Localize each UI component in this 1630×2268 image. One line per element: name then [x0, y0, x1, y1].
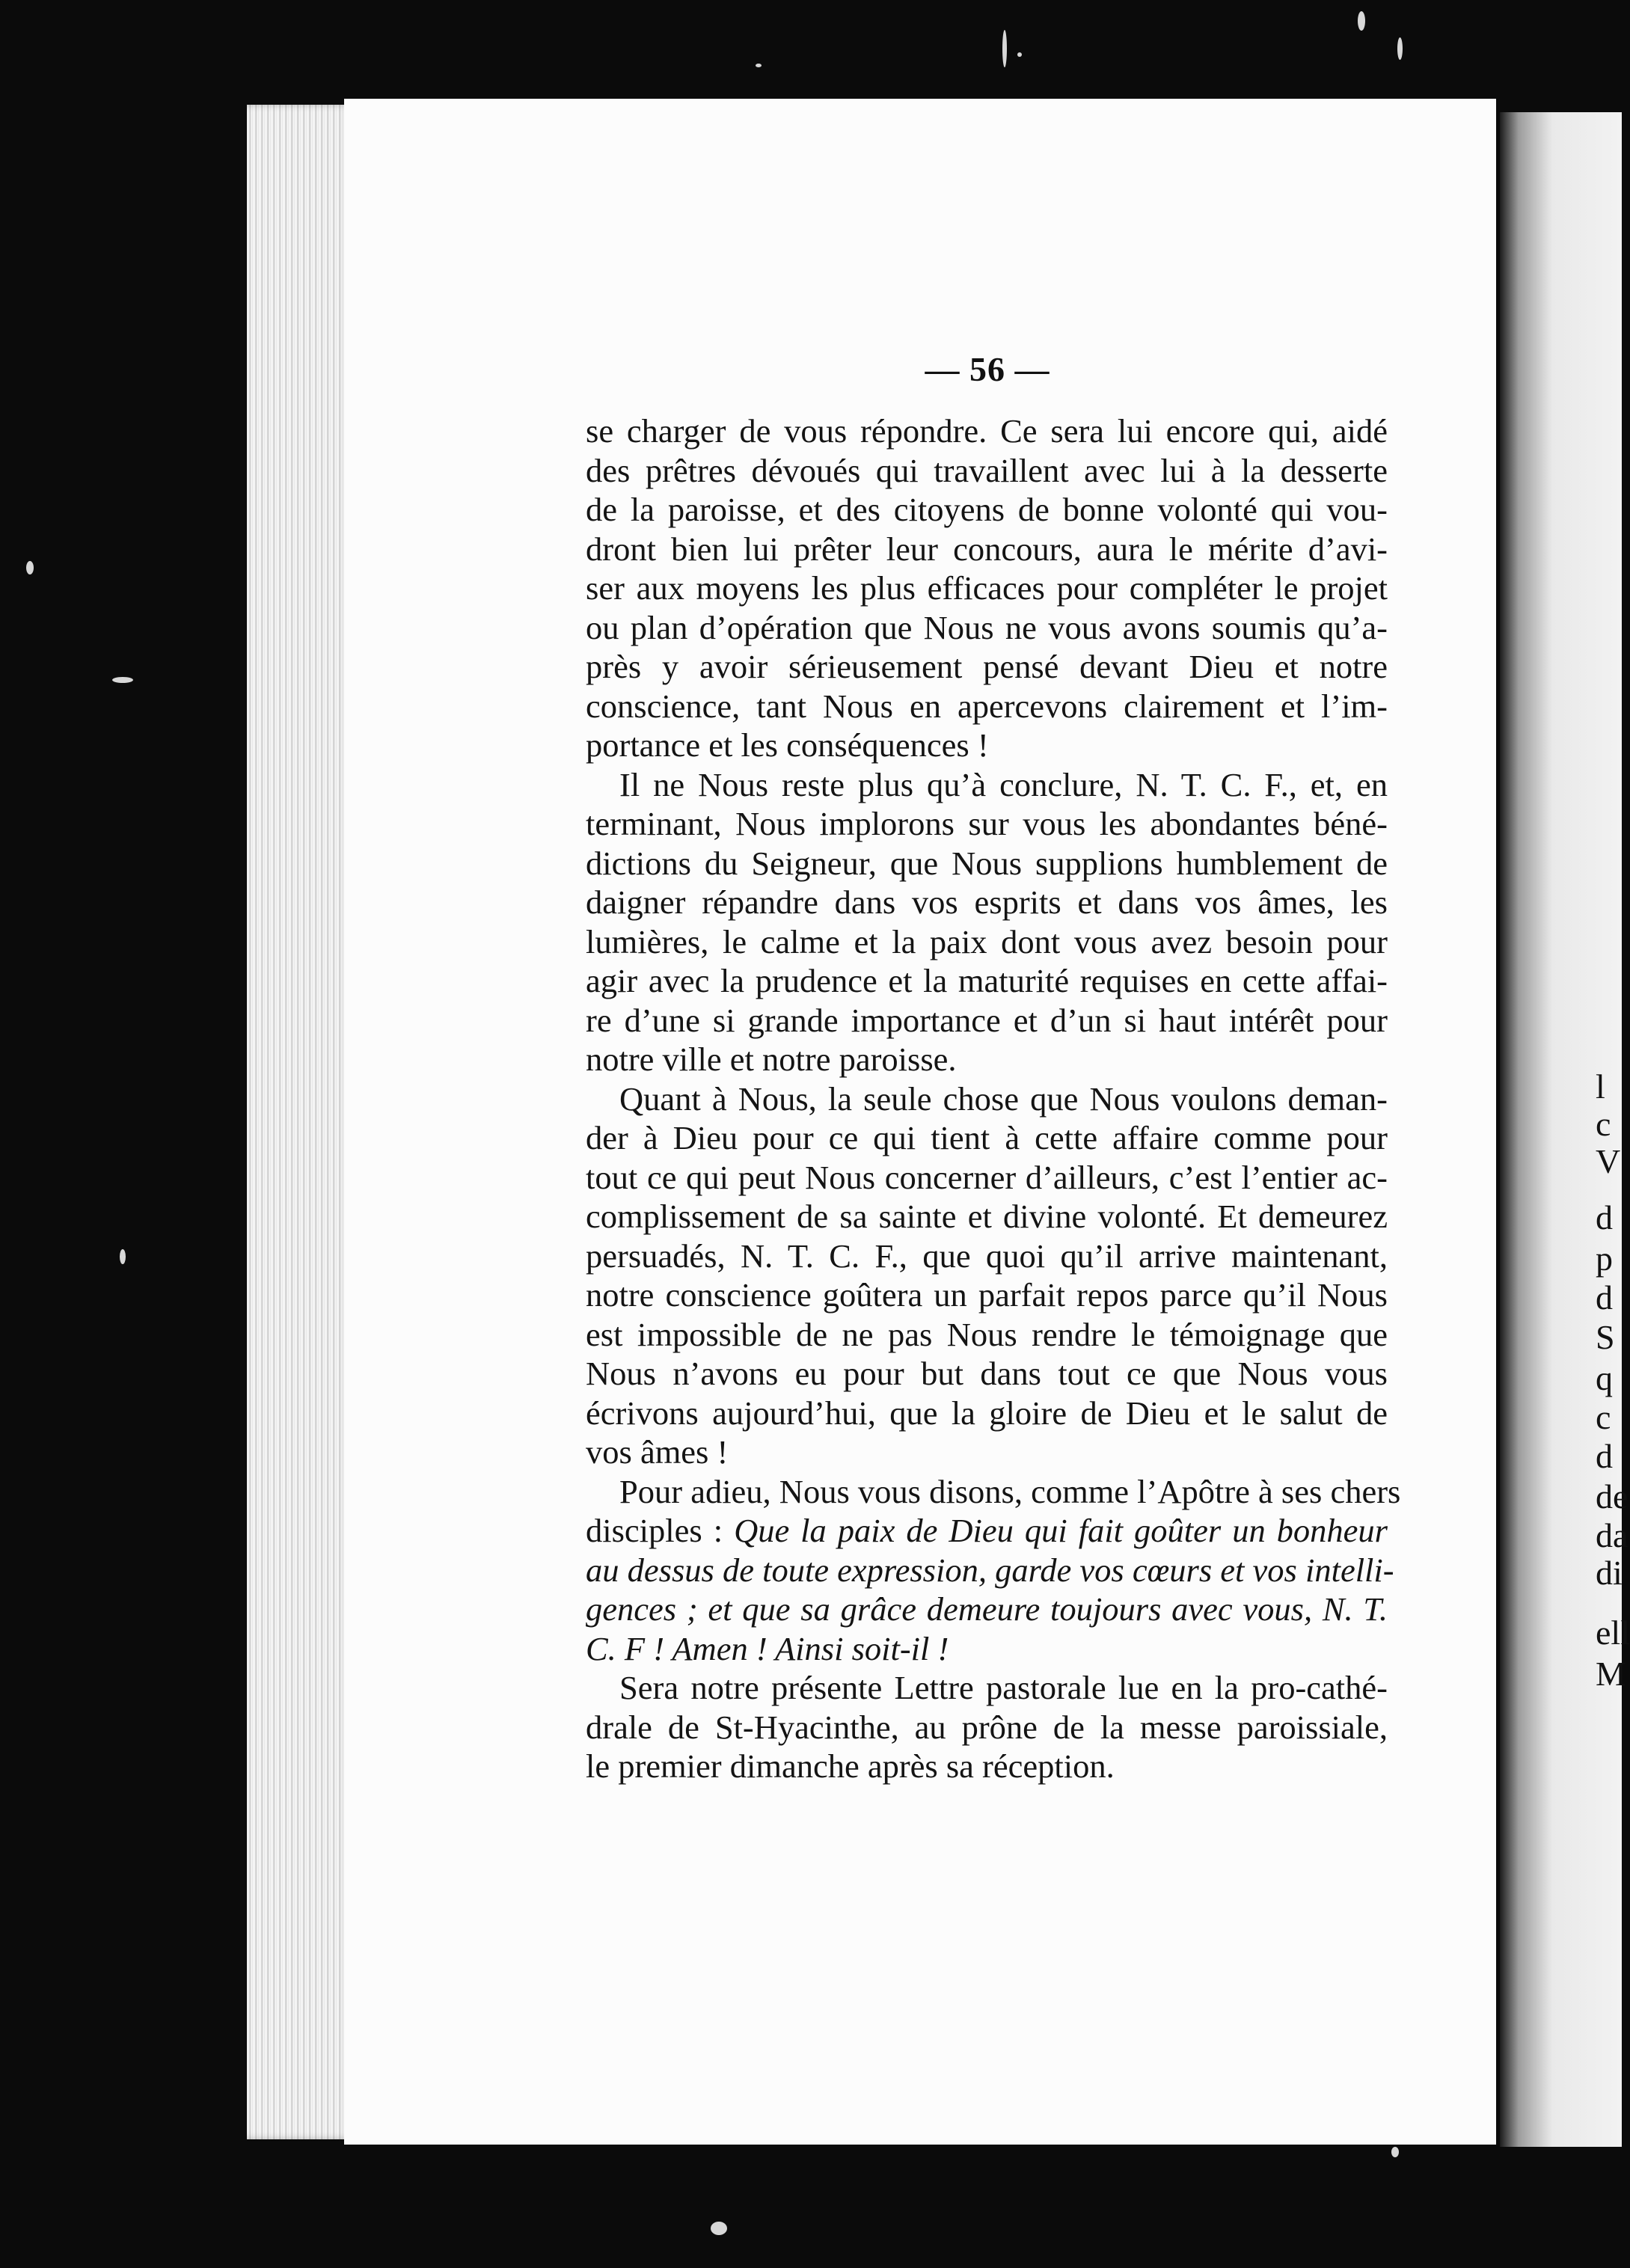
scan-speck — [1391, 2147, 1399, 2157]
text-line: C. F ! Amen ! Ainsi soit-il ! — [586, 1629, 949, 1667]
adjacent-page-fragment: d — [1596, 1437, 1613, 1475]
scan-speck — [112, 677, 133, 683]
adjacent-page-fragment: q — [1596, 1359, 1613, 1397]
text-line: se charger de vous répondre. Ce sera lui encore qui, aidé — [586, 412, 1388, 450]
adjacent-page-fragment: l — [1596, 1067, 1605, 1106]
adjacent-page-fragment: di — [1596, 1554, 1623, 1592]
text-line: Nous n’avons eu pour but dans tout ce que Nous vous — [586, 1355, 1388, 1392]
adjacent-page-fragment: d — [1596, 1278, 1613, 1317]
text-line: de la paroisse, et des citoyens de bonne volonté qui vou- — [586, 491, 1388, 528]
scan-speck — [756, 64, 762, 67]
text-line: conscience, tant Nous en apercevons clairement et l’im- — [586, 687, 1388, 725]
text-line: Quant à Nous, la seule chose que Nous voulons deman- — [619, 1079, 1388, 1118]
text-line: dront bien lui prêter leur concours, aura le mérite d’avi- — [586, 530, 1388, 568]
adjacent-page-fragment: d — [1596, 1198, 1613, 1236]
text-line: tout ce qui peut Nous concerner d’ailleurs, c’est l’entier ac- — [586, 1158, 1388, 1196]
adjacent-page-fragment: da — [1596, 1516, 1629, 1554]
adjacent-page-edge — [1500, 112, 1630, 2147]
adjacent-page-fragment: V — [1596, 1142, 1621, 1180]
scan-speck — [1358, 11, 1365, 31]
adjacent-page-fragment: de — [1596, 1477, 1629, 1515]
text-line: der à Dieu pour ce qui tient à cette affaire comme pour — [586, 1119, 1388, 1156]
text-line: des prêtres dévoués qui travaillent avec lui à la desserte — [586, 451, 1388, 489]
text-line: agir avec la prudence et la maturité requises en cette affai- — [586, 962, 1388, 999]
text-line: re d’une si grande importance et d’un si haut intérêt pour — [586, 1001, 1388, 1039]
text-line: drale de St-Hyacinthe, au prône de la messe paroissiale, — [586, 1708, 1388, 1746]
adjacent-page-fragment: M — [1596, 1655, 1626, 1693]
adjacent-page-fragment: ell — [1596, 1613, 1630, 1652]
text-line: lumières, le calme et la paix dont vous avez besoin pour — [586, 922, 1388, 960]
page-number: — 56 — — [925, 350, 1050, 388]
text-line: Sera notre présente Lettre pastorale lue en la pro-cathé- — [619, 1669, 1388, 1706]
text-line: Pour adieu, Nous vous disons, comme l’Apôtre à ses chers — [619, 1472, 1401, 1510]
adjacent-page-fragment: c — [1596, 1105, 1611, 1143]
text-line: gences ; et que sa grâce demeure toujours avec vous, N. T. — [586, 1590, 1388, 1628]
scan-speck — [1017, 52, 1022, 57]
text-line: ou plan d’opération que Nous ne vous avons soumis qu’a- — [586, 608, 1388, 646]
text-line: notre conscience goûtera un parfait repos parce qu’il Nous — [586, 1276, 1388, 1314]
text-line: ser aux moyens les plus efficaces pour compléter le projet — [586, 569, 1388, 607]
text-line: daigner répandre dans vos esprits et dans vos âmes, les — [586, 883, 1388, 921]
text-line: le premier dimanche après sa réception. — [586, 1747, 1115, 1785]
text-line: complissement de sa sainte et divine volonté. Et demeurez — [586, 1198, 1388, 1235]
scan-speck — [26, 561, 34, 574]
page-body-text — [586, 411, 1401, 1786]
text-line-roman: disciples : — [586, 1512, 735, 1549]
scan-speck — [120, 1249, 126, 1264]
text-line: notre ville et notre paroisse. — [586, 1040, 957, 1078]
text-line: est impossible de ne pas Nous rendre le témoignage que — [586, 1315, 1388, 1353]
scan-speck — [1002, 30, 1007, 67]
adjacent-page-fragment: c — [1596, 1398, 1611, 1436]
scan-speck — [711, 2222, 727, 2235]
text-line: Il ne Nous reste plus qu’à conclure, N. T. C. F., et, en — [619, 765, 1388, 803]
text-line: dictions du Seigneur, que Nous supplions humblement de — [586, 844, 1388, 882]
text-line: terminant, Nous implorons sur vous les abondantes béné- — [586, 805, 1388, 842]
text-line: près y avoir sérieusement pensé devant Dieu et notre — [586, 648, 1388, 685]
text-line: portance et les conséquences ! — [586, 726, 989, 764]
text-line: persuadés, N. T. C. F., que quoi qu’il arrive maintenant, — [586, 1236, 1388, 1275]
text-line: vos âmes ! — [586, 1433, 729, 1471]
scan-speck — [1397, 37, 1403, 60]
adjacent-page-fragment: p — [1596, 1239, 1613, 1278]
adjacent-page-fragment: S — [1596, 1318, 1615, 1356]
book-page-edges — [247, 105, 352, 2139]
text-line: au dessus de toute expression, garde vos cœurs et vos intelli- — [586, 1551, 1394, 1589]
text-line — [586, 1511, 1388, 1551]
text-line: écrivons aujourd’hui, que la gloire de Dieu et le salut de — [586, 1394, 1388, 1432]
text-line-italic: Que la paix de Dieu qui fait goûter un bonheur — [734, 1512, 1388, 1549]
